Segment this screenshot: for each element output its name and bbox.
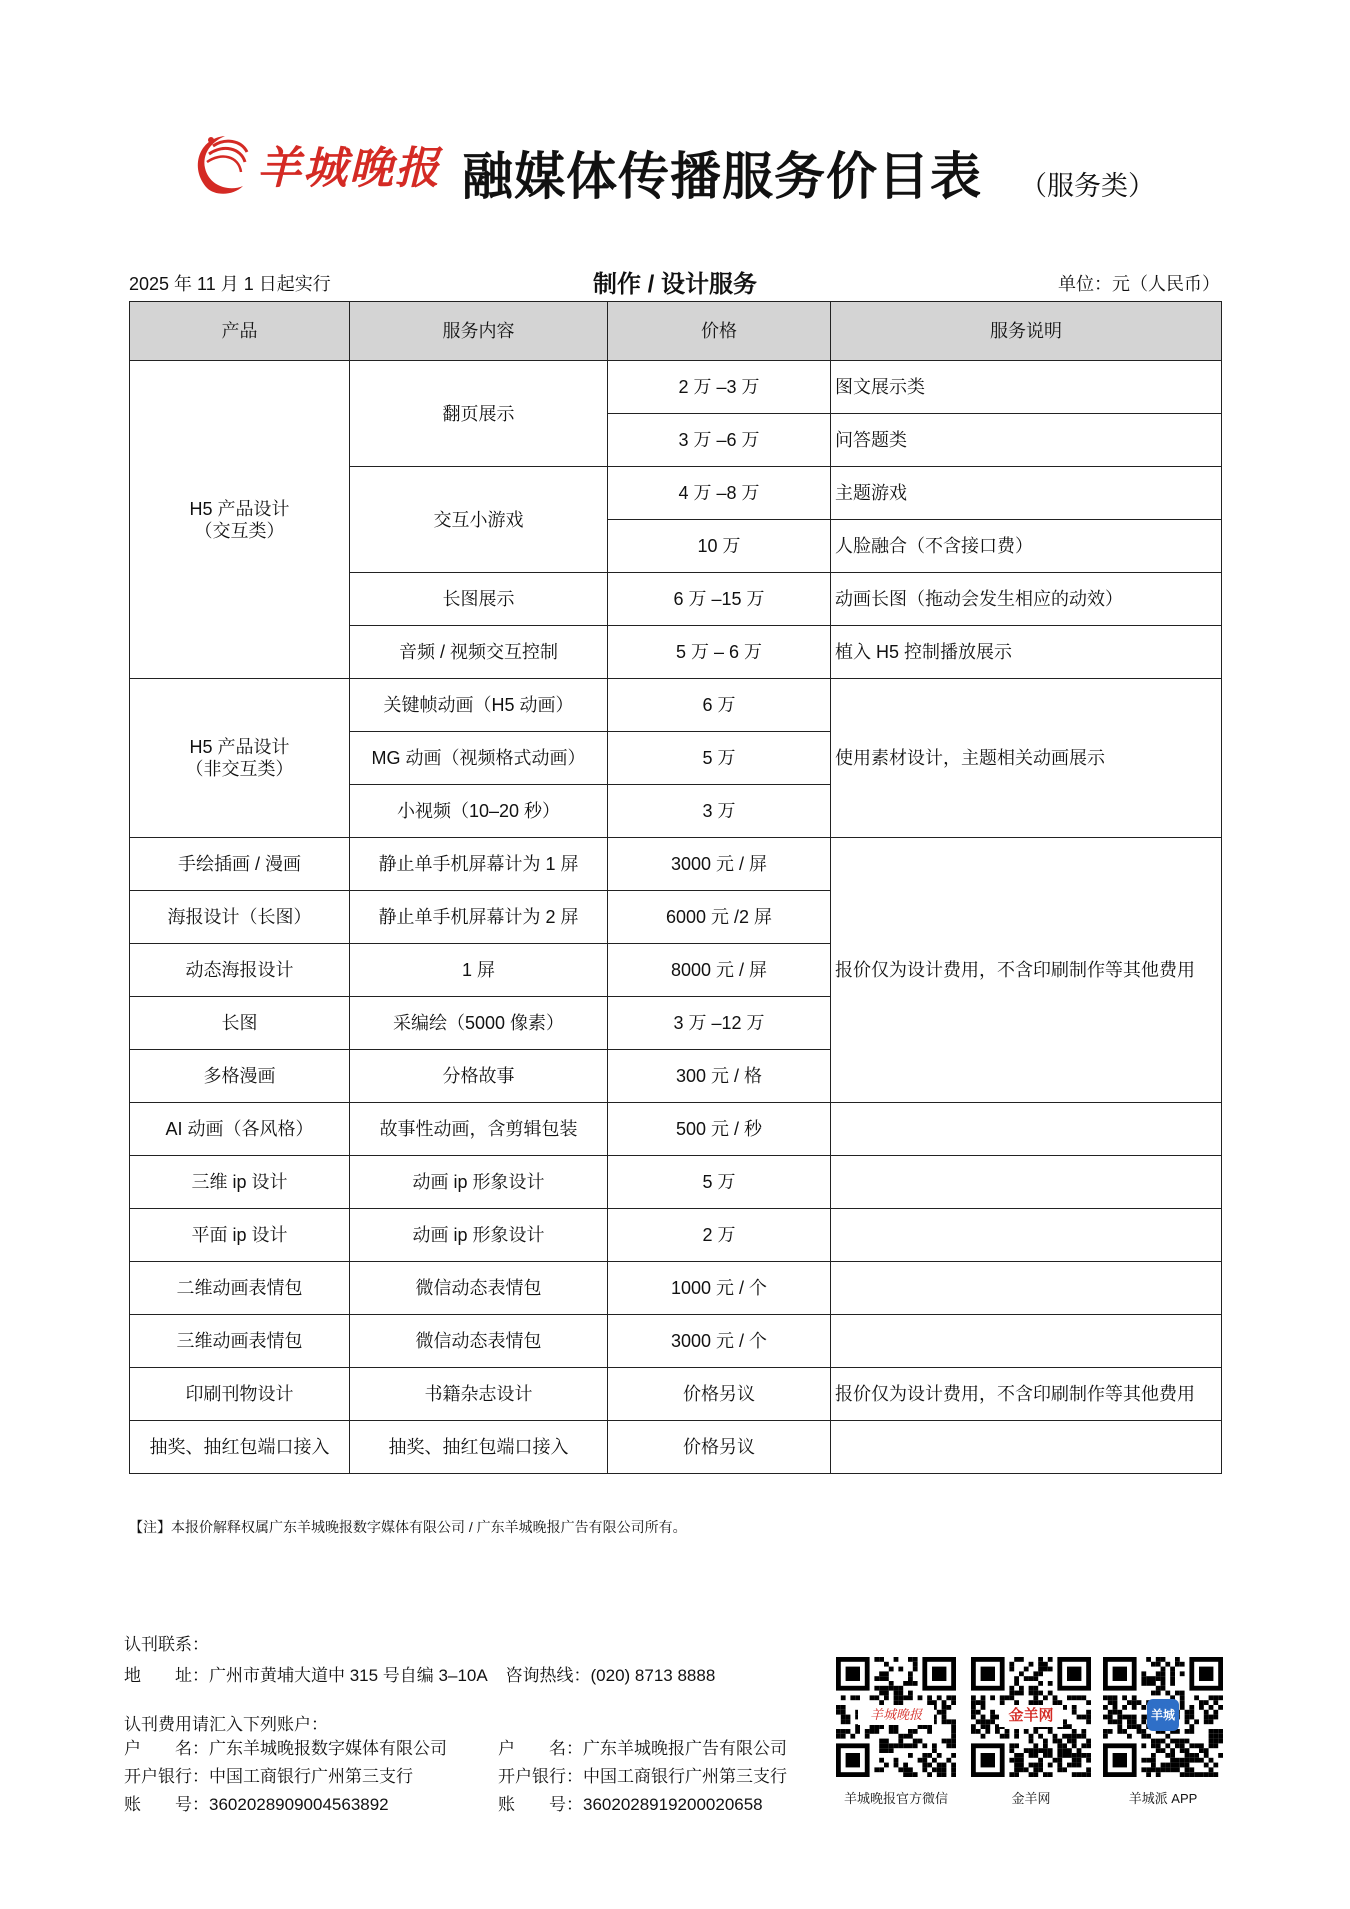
- contact-heading: 认刊联系：: [124, 1635, 209, 1654]
- description-cell: [831, 1262, 1222, 1315]
- account-bank-label: 开户银行：: [498, 1767, 583, 1786]
- service-cell: 长图展示: [350, 573, 608, 626]
- price-cell: 6 万: [608, 679, 831, 732]
- price-cell: 价格另议: [608, 1421, 831, 1474]
- price-cell: 3 万 –12 万: [608, 997, 831, 1050]
- service-cell: 动画 ip 形象设计: [350, 1209, 608, 1262]
- page-subtitle: （服务类）: [1020, 171, 1155, 201]
- description-cell: [831, 1103, 1222, 1156]
- account-name-label: 户 名：: [124, 1739, 209, 1758]
- product-cell: 印刷刊物设计: [130, 1368, 350, 1421]
- price-cell: 3 万: [608, 785, 831, 838]
- price-cell: 3000 元 / 屏: [608, 838, 831, 891]
- description-cell: 报价仅为设计费用，不含印刷制作等其他费用: [831, 1368, 1222, 1421]
- price-cell: 2 万: [608, 1209, 831, 1262]
- product-cell: H5 产品设计 （非交互类）: [130, 679, 350, 838]
- copyright-note: 【注】本报价解释权属广东羊城晚报数字媒体有限公司 / 广东羊城晚报广告有限公司所有。: [129, 1519, 687, 1535]
- account-number: 3602028909004563892: [209, 1795, 389, 1814]
- product-cell: AI 动画（各风格）: [130, 1103, 350, 1156]
- account-number-label: 账 号：: [498, 1795, 583, 1814]
- table-row: [130, 838, 1222, 891]
- table-row: [130, 1421, 1222, 1474]
- account-number: 3602028919200020658: [583, 1795, 763, 1814]
- description-cell: 人脸融合（不含接口费）: [831, 520, 1222, 573]
- description-cell: [831, 1209, 1222, 1262]
- qr-label: 羊城晚报官方微信: [843, 1791, 948, 1806]
- table-row: [130, 1103, 1222, 1156]
- table-row: [130, 679, 1222, 732]
- service-cell: 小视频（10–20 秒）: [350, 785, 608, 838]
- service-cell: 微信动态表情包: [350, 1315, 608, 1368]
- qr-badge: 金羊网: [999, 1705, 1063, 1727]
- address-line: [124, 1661, 715, 1686]
- table-row: [130, 1368, 1222, 1421]
- description-cell: 图文展示类: [831, 361, 1222, 414]
- service-cell: 翻页展示: [350, 361, 608, 467]
- qr-badge: 羊城晚报: [858, 1705, 934, 1725]
- description-cell: 植入 H5 控制播放展示: [831, 626, 1222, 679]
- logo-text: 羊城晚报: [257, 143, 441, 194]
- account-name-label: 户 名：: [498, 1739, 583, 1758]
- account-block-2: [498, 1735, 787, 1819]
- service-cell: 抽奖、抽红包端口接入: [350, 1421, 608, 1474]
- price-cell: 300 元 / 格: [608, 1050, 831, 1103]
- price-cell: 5 万 – 6 万: [608, 626, 831, 679]
- account-name-line: [124, 1735, 447, 1763]
- service-cell: 1 屏: [350, 944, 608, 997]
- effective-date: 2025 年 11 月 1 日起实行: [129, 274, 331, 294]
- price-cell: 价格另议: [608, 1368, 831, 1421]
- table-row: [130, 361, 1222, 414]
- price-cell: 2 万 –3 万: [608, 361, 831, 414]
- description-cell: [831, 1421, 1222, 1474]
- description-cell: 报价仅为设计费用，不含印刷制作等其他费用: [831, 838, 1222, 1103]
- column-header-product: 产品: [130, 302, 350, 361]
- product-cell: 二维动画表情包: [130, 1262, 350, 1315]
- account-block-1: [124, 1735, 447, 1819]
- service-cell: 交互小游戏: [350, 467, 608, 573]
- account-bank-line: [124, 1763, 447, 1791]
- qr-code-jinyangwang[interactable]: [971, 1657, 1091, 1782]
- qr-code-wechat[interactable]: [836, 1657, 956, 1782]
- account-bank-label: 开户银行：: [124, 1767, 209, 1786]
- qr-label: 金羊网: [1011, 1791, 1051, 1806]
- price-cell: 6 万 –15 万: [608, 573, 831, 626]
- account-bank: 中国工商银行广州第三支行: [209, 1767, 413, 1786]
- column-header-price: 价格: [608, 302, 831, 361]
- description-cell: 主题游戏: [831, 467, 1222, 520]
- service-cell: 采编绘（5000 像素）: [350, 997, 608, 1050]
- description-cell: 问答题类: [831, 414, 1222, 467]
- service-cell: 关键帧动画（H5 动画）: [350, 679, 608, 732]
- price-cell: 3000 元 / 个: [608, 1315, 831, 1368]
- account-bank-line: [498, 1763, 787, 1791]
- price-cell: 6000 元 /2 屏: [608, 891, 831, 944]
- table-row: [130, 1315, 1222, 1368]
- service-cell: 动画 ip 形象设计: [350, 1156, 608, 1209]
- payment-heading: 认刊费用请汇入下列账户：: [124, 1715, 328, 1734]
- page-title: 融媒体传播服务价目表: [462, 147, 983, 207]
- address-label: 地 址：: [124, 1666, 209, 1685]
- product-cell: 长图: [130, 997, 350, 1050]
- service-cell: 音频 / 视频交互控制: [350, 626, 608, 679]
- hotline-label: 咨询热线：: [505, 1666, 591, 1685]
- price-table: [129, 301, 1222, 1474]
- currency-unit: 单位：元（人民币）: [1058, 274, 1220, 294]
- price-cell: 10 万: [608, 520, 831, 573]
- service-cell: 书籍杂志设计: [350, 1368, 608, 1421]
- description-cell: 使用素材设计，主题相关动画展示: [831, 679, 1222, 838]
- product-cell: 三维 ip 设计: [130, 1156, 350, 1209]
- service-cell: 微信动态表情包: [350, 1262, 608, 1315]
- product-cell: 三维动画表情包: [130, 1315, 350, 1368]
- table-row: [130, 1262, 1222, 1315]
- account-bank: 中国工商银行广州第三支行: [583, 1767, 787, 1786]
- product-cell: 动态海报设计: [130, 944, 350, 997]
- service-cell: 故事性动画，含剪辑包装: [350, 1103, 608, 1156]
- account-name: 广东羊城晚报数字媒体有限公司: [209, 1739, 447, 1758]
- price-cell: 4 万 –8 万: [608, 467, 831, 520]
- description-cell: [831, 1315, 1222, 1368]
- app-icon: 羊城: [1147, 1699, 1179, 1731]
- service-cell: 静止单手机屏幕计为 1 屏: [350, 838, 608, 891]
- table-row: [130, 1209, 1222, 1262]
- price-cell: 500 元 / 秒: [608, 1103, 831, 1156]
- table-header-row: [130, 302, 1222, 361]
- qr-label: 羊城派 APP: [1128, 1791, 1198, 1806]
- account-number-line: [498, 1791, 787, 1819]
- product-cell: 多格漫画: [130, 1050, 350, 1103]
- qr-code-app[interactable]: [1103, 1657, 1223, 1782]
- service-cell: 静止单手机屏幕计为 2 屏: [350, 891, 608, 944]
- product-cell: 抽奖、抽红包端口接入: [130, 1421, 350, 1474]
- hotline-value: (020) 8713 8888: [590, 1666, 716, 1685]
- account-name-line: [498, 1735, 787, 1763]
- price-cell: 3 万 –6 万: [608, 414, 831, 467]
- table-row: [130, 1156, 1222, 1209]
- product-cell: 平面 ip 设计: [130, 1209, 350, 1262]
- logo-swoosh-icon: [185, 128, 257, 200]
- yangcheng-evening-news-logo: [185, 128, 441, 200]
- product-cell: H5 产品设计 （交互类）: [130, 361, 350, 679]
- price-cell: 8000 元 / 屏: [608, 944, 831, 997]
- product-cell: 手绘插画 / 漫画: [130, 838, 350, 891]
- account-number-label: 账 号：: [124, 1795, 209, 1814]
- price-cell: 5 万: [608, 732, 831, 785]
- account-name: 广东羊城晚报广告有限公司: [583, 1739, 787, 1758]
- description-cell: 动画长图（拖动会发生相应的动效）: [831, 573, 1222, 626]
- service-cell: MG 动画（视频格式动画）: [350, 732, 608, 785]
- price-cell: 1000 元 / 个: [608, 1262, 831, 1315]
- description-cell: [831, 1156, 1222, 1209]
- account-number-line: [124, 1791, 447, 1819]
- address-value: 广州市黄埔大道中 315 号自编 3–10A: [209, 1666, 487, 1685]
- section-title: 制作 / 设计服务: [592, 271, 757, 298]
- service-cell: 分格故事: [350, 1050, 608, 1103]
- column-header-service: 服务内容: [350, 302, 608, 361]
- price-cell: 5 万: [608, 1156, 831, 1209]
- column-header-description: 服务说明: [831, 302, 1222, 361]
- product-cell: 海报设计（长图）: [130, 891, 350, 944]
